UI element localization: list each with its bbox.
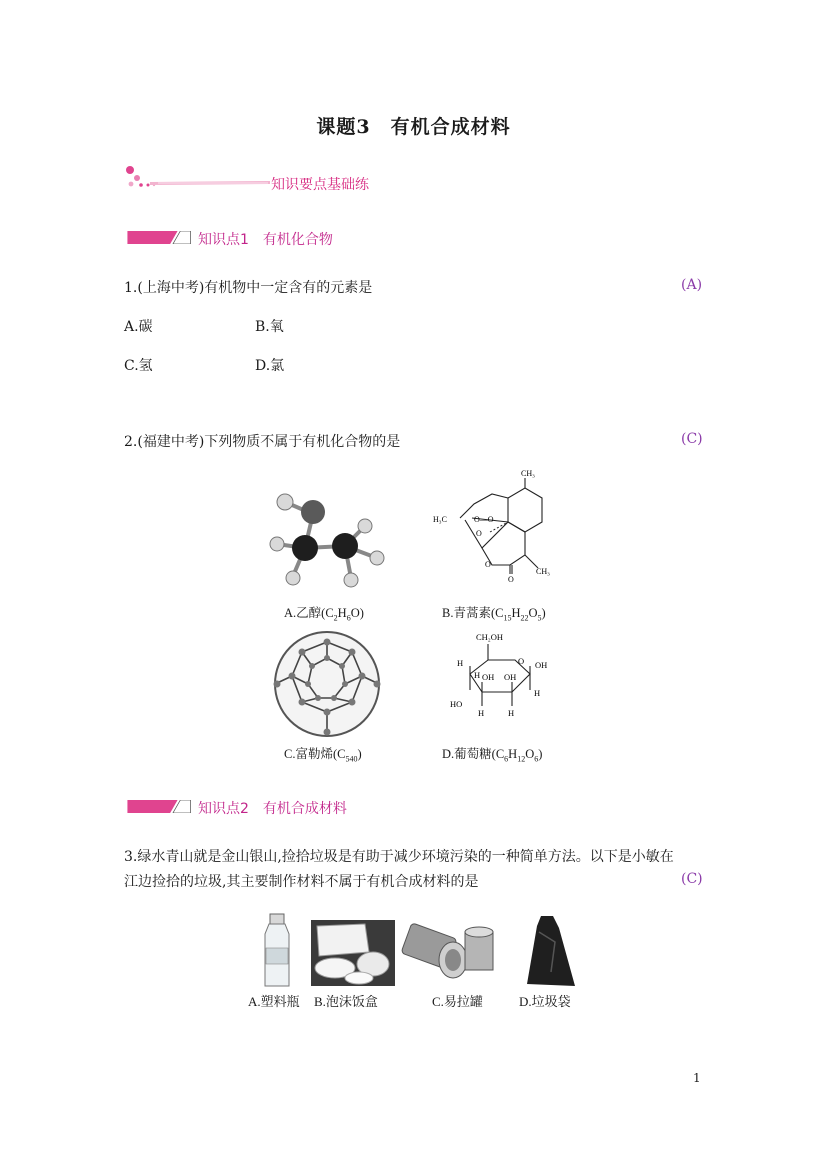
- kp-bar-icon: [125, 800, 193, 813]
- caption-artemisinin: B.青蒿素$(C_{15}H_{22}O_5)$: [442, 606, 546, 623]
- label-h1: H: [457, 658, 464, 668]
- label-ch3-top: CH₃: [521, 470, 535, 478]
- glucose-structure-image: [440, 628, 560, 743]
- label-o3: O: [508, 575, 514, 584]
- page-title: 课题3 有机合成材料: [316, 116, 511, 138]
- caption-can: C.易拉罐: [432, 994, 483, 1009]
- question-1-answer: (A): [681, 277, 703, 293]
- label-h5: H: [508, 708, 515, 718]
- caption-glucose: D.葡萄糖$(C_6H_{12}O_6)$: [442, 747, 543, 764]
- q1-option-c: C.氢: [124, 358, 153, 374]
- q1-option-a: A.碳: [124, 319, 153, 335]
- garbage-bag-image: [527, 916, 575, 986]
- caption-foam-box: B.泡沫饭盒: [314, 994, 378, 1009]
- question-3-line1: 3.绿水青山就是金山银山,捡拾垃圾是有助于减少环境污染的一种简单方法。以下是小敏在: [124, 849, 674, 865]
- section-label: 知识要点基础练: [271, 177, 369, 193]
- caption-garbage-bag: D.垃圾袋: [519, 994, 571, 1009]
- question-2-answer: (C): [681, 431, 703, 447]
- kp-label: 知识点1 有机化合物: [198, 232, 333, 248]
- label-o2: O: [485, 560, 491, 569]
- section-header: [120, 158, 420, 194]
- label-ch2oh: CH₂OH: [476, 632, 504, 642]
- caption-ethanol: A.乙醇$(C_2H_6O)$: [284, 606, 364, 623]
- label-h2: H: [474, 670, 481, 680]
- section-decoration: [120, 158, 280, 194]
- page-number: 1: [693, 1071, 701, 1085]
- kp-bar-icon: [125, 231, 193, 244]
- caption-plastic-bottle: A.塑料瓶: [248, 994, 300, 1009]
- label-h3c: H₃C: [433, 515, 447, 524]
- question-3-answer: (C): [681, 871, 703, 887]
- caption-fullerene: C.富勒烯$(C_{540})$: [284, 747, 362, 764]
- fullerene-model-image: [270, 628, 385, 740]
- question-3-line2: 江边捡拾的垃圾,其主要制作材料不属于有机合成材料的是: [124, 874, 479, 890]
- garbage-images: [255, 912, 585, 990]
- label-oh2: OH: [482, 672, 495, 682]
- q1-option-b: B.氧: [255, 319, 284, 335]
- plastic-bottle-image: [265, 914, 289, 986]
- label-oh3: OH: [504, 672, 517, 682]
- cans-image: [401, 923, 493, 978]
- label-h4: H: [478, 708, 485, 718]
- label-ho: HO: [450, 699, 463, 709]
- question-1-stem: 1.(上海中考)有机物中一定含有的元素是: [124, 280, 373, 296]
- label-h3: H: [534, 688, 541, 698]
- artemisinin-structure-image: [430, 470, 565, 595]
- q1-option-d: D.氯: [255, 358, 285, 374]
- label-oo: O—O: [474, 515, 494, 524]
- foam-box-image: [311, 920, 395, 986]
- label-oh1: OH: [535, 660, 548, 670]
- label-ring-o: O: [518, 656, 525, 666]
- label-ch3-right: CH₃: [536, 567, 550, 576]
- ethanol-model-image: [265, 486, 390, 591]
- kp-label: 知识点2 有机合成材料: [198, 801, 347, 817]
- question-2-stem: 2.(福建中考)下列物质不属于有机化合物的是: [124, 434, 401, 450]
- label-o1: O: [476, 529, 482, 538]
